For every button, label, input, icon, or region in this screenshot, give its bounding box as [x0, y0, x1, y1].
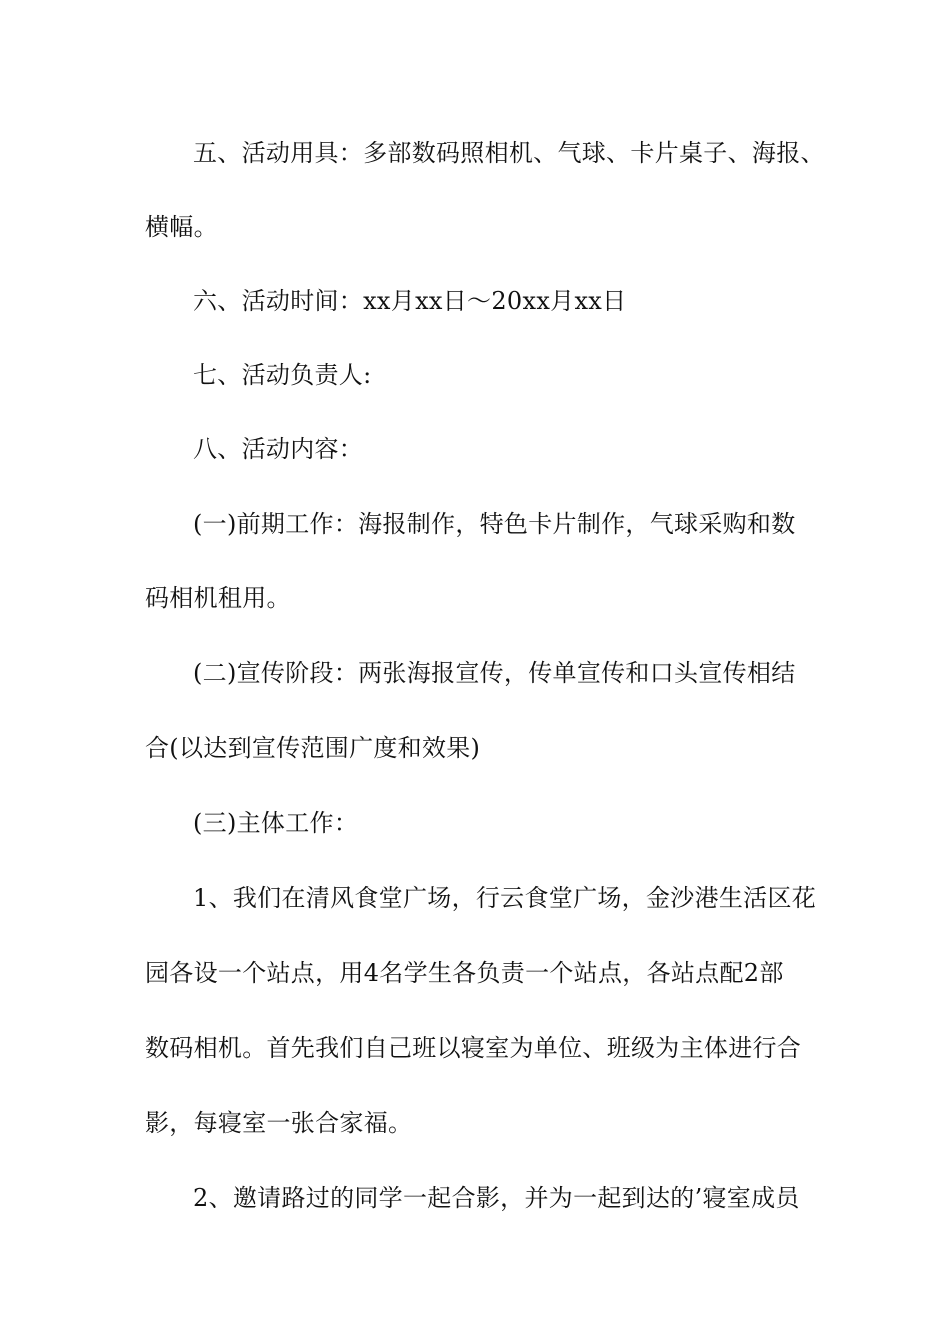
item-1-continuation-b: 数码相机。首先我们自己班以寝室为单位、班级为主体进行合: [145, 1034, 802, 1062]
subsection-3-main-work: (三)主体工作：: [193, 809, 359, 837]
section-5-equipment: 五、活动用具：多部数码照相机、气球、卡片桌子、海报、: [193, 139, 825, 167]
item-1-text: 1、我们在清风食堂广场，行云食堂广场，金沙港生活区花: [193, 884, 817, 912]
subsection-2-promotion: (二)宣传阶段：两张海报宣传，传单宣传和口头宣传相结: [193, 659, 796, 687]
section-5-continuation: 横幅。: [145, 213, 218, 241]
item-2-text: 2、邀请路过的同学一起合影，并为一起到达的’寝室成员: [193, 1184, 800, 1212]
section-8-content-heading: 八、活动内容：: [193, 435, 364, 463]
subsection-1-preparation: (一)前期工作：海报制作，特色卡片制作，气球采购和数: [193, 510, 796, 538]
subsection-1-continuation: 码相机租用。: [145, 584, 291, 612]
section-7-responsible: 七、活动负责人:: [193, 361, 372, 389]
item-1-continuation-c: 影，每寝室一张合家福。: [145, 1109, 413, 1137]
section-6-time: 六、活动时间：xx月xx日～20xx月xx日: [193, 287, 627, 315]
item-1-continuation-a: 园各设一个站点，用4名学生各负责一个站点，各站点配2部: [145, 959, 784, 987]
subsection-2-continuation: 合(以达到宣传范围广度和效果): [145, 734, 481, 762]
